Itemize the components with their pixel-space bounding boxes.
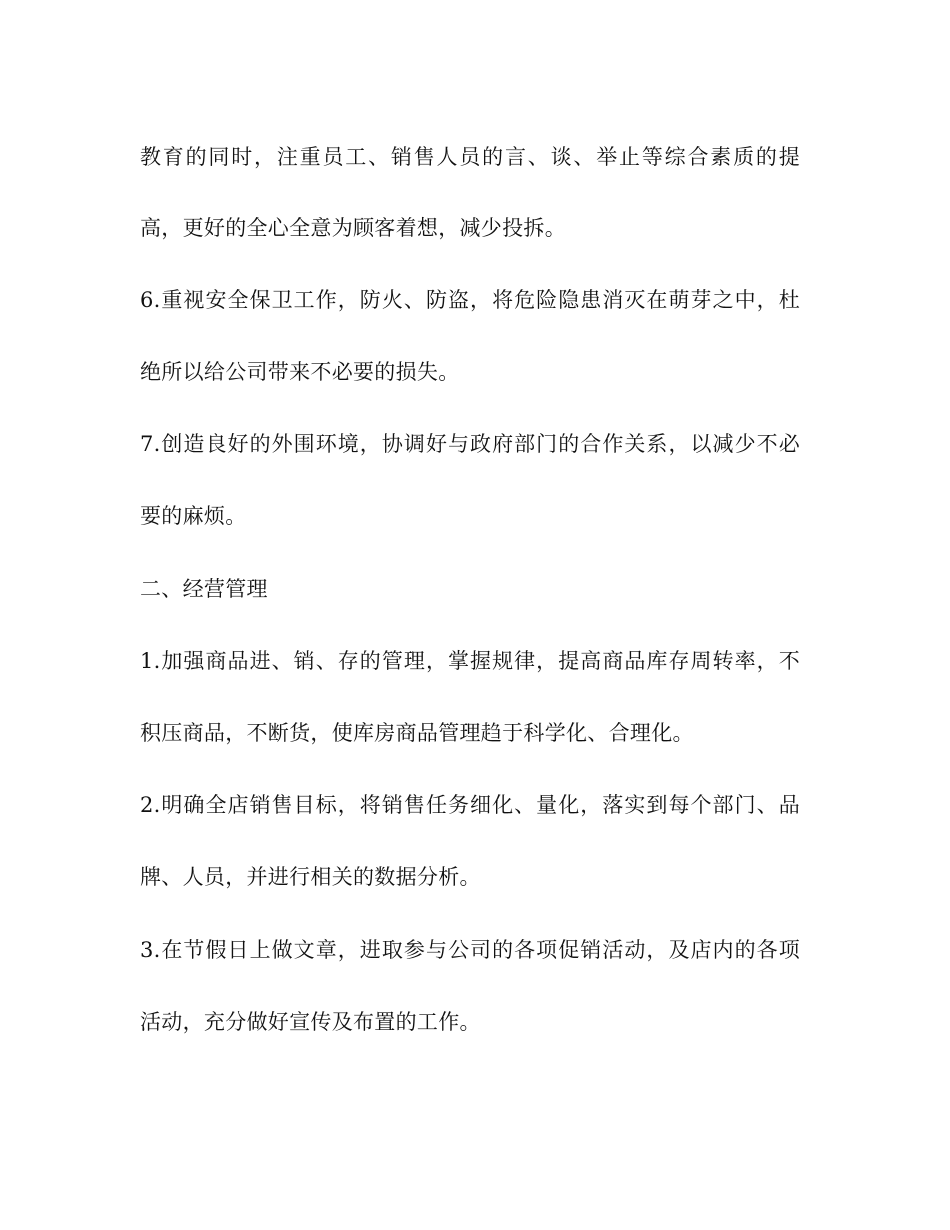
paragraph-line: 积压商品，不断货，使库房商品管理趋于科学化、合理化。 xyxy=(140,721,694,745)
paragraph-line: 牌、人员，并进行相关的数据分析。 xyxy=(140,865,481,889)
paragraph-line: 要的麻烦。 xyxy=(140,504,247,528)
paragraph-line: 3.在节假日上做文章，进取参与公司的各项促销活动，及店内的各项 xyxy=(140,938,800,962)
paragraph-line: 高，更好的全心全意为顾客着想，减少投拆。 xyxy=(140,216,566,240)
section-heading: 二、经营管理 xyxy=(140,577,268,601)
paragraph-line: 6.重视安全保卫工作，防火、防盗，将危险隐患消灭在萌芽之中，杜 xyxy=(140,288,800,312)
paragraph-line: 绝所以给公司带来不必要的损失。 xyxy=(140,360,460,384)
paragraph-line: 7.创造良好的外围环境，协调好与政府部门的合作关系，以减少不必 xyxy=(140,432,800,456)
paragraph-line: 1.加强商品进、销、存的管理，掌握规律，提高商品库存周转率，不 xyxy=(140,649,800,673)
paragraph-line: 活动，充分做好宣传及布置的工作。 xyxy=(140,1010,481,1034)
paragraph-line: 2.明确全店销售目标，将销售任务细化、量化，落实到每个部门、品 xyxy=(140,793,800,817)
paragraph-line: 教育的同时，注重员工、销售人员的言、谈、举止等综合素质的提 xyxy=(140,145,800,169)
